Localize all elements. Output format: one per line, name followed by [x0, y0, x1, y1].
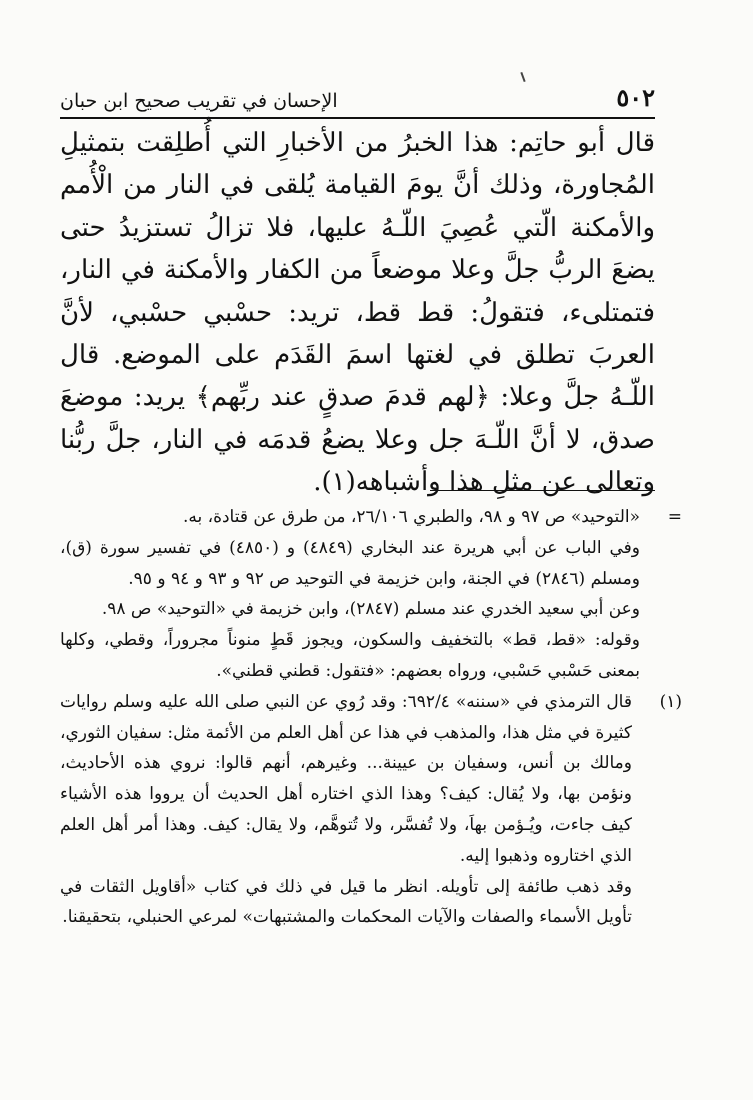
main-text: قال أبو حاتِم: هذا الخبرُ من الأخبارِ التي أُطلِقت بتمثيلِ المُجاورة، وذلك أنَّ يومَ القيامة يُلقى في النار من الْأُمم والأمكنة الّتي عُصِيَ اللّـهُ عليها، فلا تزالُ تستزيدُ حتى يضعَ الربُّ جلَّ وعلا موضعاً من الكفار والأمكنة في النار، فتمتلىء، فتقولُ: قط قط، تريد: حسْبي حسْبي، لأنَّ العربَ تطلق في لغتها اسمَ القَدَم على الموضع. قال اللّـهُ جلَّ وعلا: ﴿لهم قدمَ صدقٍ عند ربِّهم﴾ يريد: موضعَ صدق، لا أنَّ اللّـهَ جل وعلا يضعُ قدمَه في النار، جلَّ ربُّنا وتعالى عن مثلِ هذا وأشباهه(١).: [60, 128, 655, 498]
footnote-continuation-2: وفي الباب عن أبي هريرة عند البخاري (٤٨٤٩) و (٤٨٥٠) في تفسير سورة (ق)، ومسلم (٢٨٤٦) في الجنة، وابن خزيمة في التوحيد ص ٩٢ و ٩٣ و ٩٤ و ٩٥.: [60, 537, 640, 589]
footnote-text: «التوحيد» ص ٩٧ و ٩٨، والطبري ٢٦/١٠٦، من طرق عن قتادة، به.: [182, 507, 640, 527]
footnotes: [60, 502, 682, 933]
footnote-continuation-4: وقوله: «قط، قط» بالتخفيف والسكون، ويجوز قَطٍ منوناً مجروراً، وقطي، وكلها بمعنى حَسْبي حَسْبي، ورواه بعضهم: «فتقول: قطني قطني».: [60, 630, 640, 681]
header-rule: [60, 117, 655, 119]
footnote-continuation-3: وعن أبي سعيد الخدري عند مسلم (٢٨٤٧)، وابن خزيمة في «التوحيد» ص ٩٨.: [101, 599, 640, 620]
continuation-marker: =: [667, 507, 682, 527]
page-number: ٥٠٢: [616, 83, 655, 112]
page-header: [60, 78, 655, 112]
footnote-1: [60, 687, 682, 872]
footnote-continuation-1: [60, 502, 682, 533]
footnote-1-paragraph-2: وقد ذهب طائفة إلى تأويله. انظر ما قيل في ذلك في كتاب «أقاويل الثقات في تأويل الأسماء والصفات والآيات المحكمات والمشتبهات» لمرعي الحنبلي، بتحقيقنا.: [60, 876, 632, 928]
footnote-1-marker: (١): [659, 691, 682, 712]
running-title: الإحسان في تقريب صحيح ابن حبان: [60, 90, 338, 112]
footnote-separator: [430, 490, 655, 491]
footnote-text: قال الترمذي في «سننه» ٦٩٢/٤: وقد رُوي عن النبي صلى الله عليه وسلم روايات كثيرة في مثل هذا، والمذهب في هذا عن أهل العلم من الأئمة مثل: سفيان الثوري، ومالك بن أنس، وسفيان بن عيينة... وغيرهم، أنهم قالوا: نروي هذه الأحاديث، ونؤمن بها، ولا يُقال: كيف؟ وهذا الذي اختاره أهل الحديث أن يرووا هذه الأشياء كيف جاءت، ويُـؤمن بهاَ، ولا تُفسَّر، ولا تُتوهَّم، ولا يقال: كيف. وهذا أمر أهل العلم الذي اختاروه وذهبوا إليه.: [60, 691, 632, 866]
